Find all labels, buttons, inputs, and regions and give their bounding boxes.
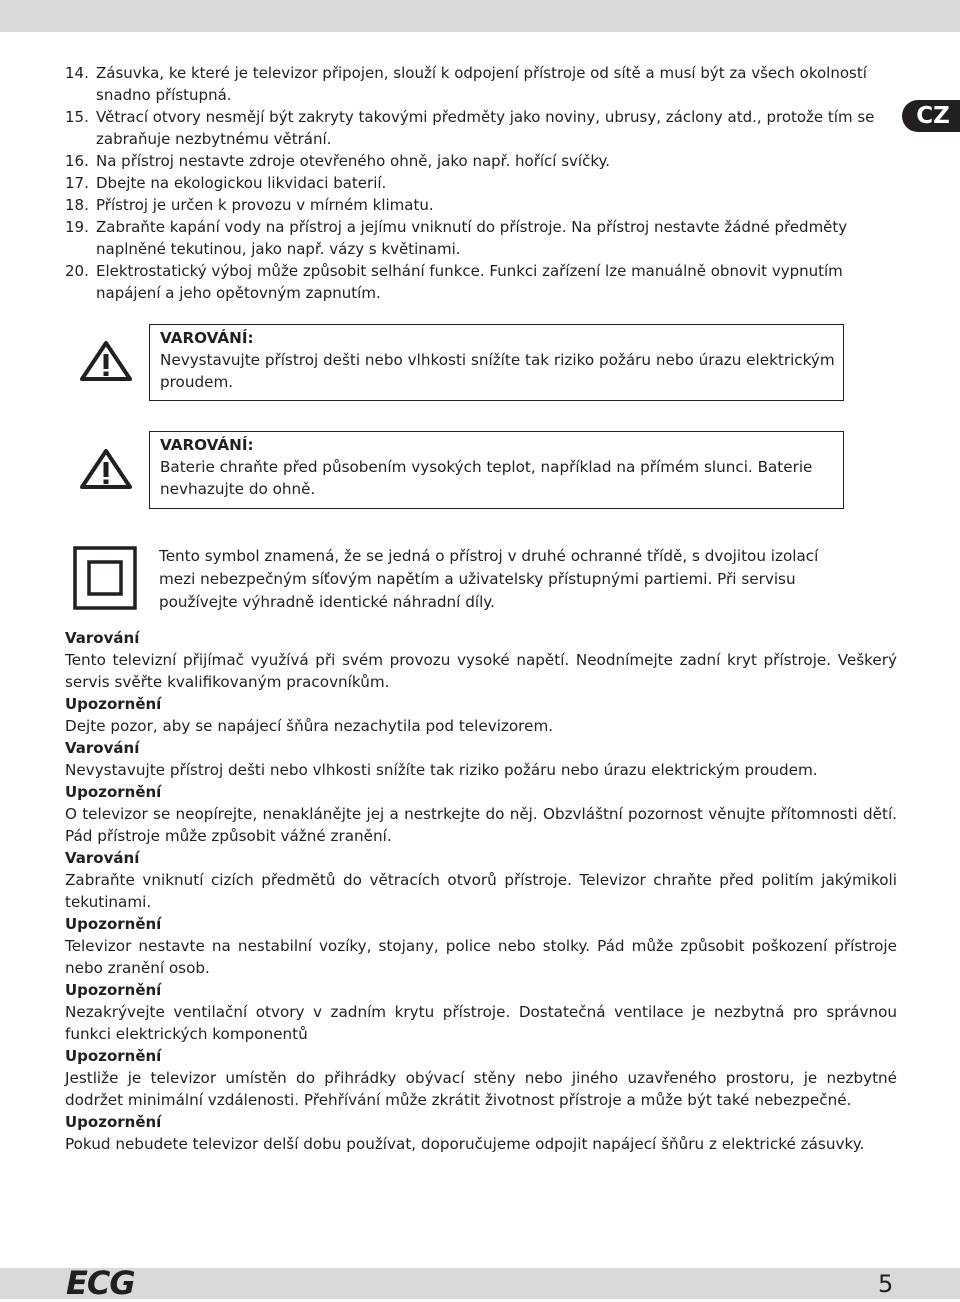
list-item: [65, 106, 895, 150]
warning-title: VAROVÁNÍ:: [160, 329, 254, 347]
note-text: Dejte pozor, aby se napájecí šňůra nezachytila pod televizorem.: [65, 717, 554, 735]
double-insulation-description: Tento symbol znamená, že se jedná o přístroj v druhé ochranné třídě, s dvojitou izolací mezi nebezpečným síťovým napětím a uživatelsky přístupnými partiemi. Při servisu používejte výhradně identické náhradní díly.: [159, 547, 819, 611]
item-number: 17.: [65, 174, 89, 192]
header-bar: [0, 0, 960, 32]
item-text: Elektrostatický výboj může způsobit selhání funkce. Funkci zařízení lze manuálně obnovit vypnutím napájení a jeho opětovným zapnutím.: [96, 262, 843, 302]
note-text: Zabraňte vniknutí cizích předmětů do větracích otvorů přístroje. Televizor chraňte před politím jakýmikoli tekutinami.: [65, 871, 897, 911]
safety-list: [65, 62, 895, 304]
warning-text: Baterie chraňte před působením vysokých teplot, například na přímém slunci. Baterie nevhazujte do ohně.: [160, 458, 813, 498]
list-item: [65, 194, 895, 216]
note-heading: Upozornění: [65, 695, 162, 713]
list-item: [65, 150, 895, 172]
note-heading: Upozornění: [65, 981, 162, 999]
item-text: Zabraňte kapání vody na přístroj a jejímu vniknutí do přístroje. Na přístroj nestavte žádné předměty naplněné tekutinou, jako např. vázy s květinami.: [96, 218, 848, 258]
footer-bar: [0, 1268, 960, 1299]
note-text: O televizor se neopírejte, nenaklánějte jej a nestrkejte do něj. Obzvláštní pozornost věnujte přítomnosti dětí. Pád přístroje může způsobit vážné zranění.: [65, 805, 897, 845]
item-number: 14.: [65, 64, 89, 82]
list-item: [65, 62, 895, 106]
item-number: 20.: [65, 262, 89, 280]
note-heading: Varování: [65, 849, 140, 867]
list-item: [65, 172, 895, 194]
double-insulation-icon: [73, 546, 137, 610]
item-number: 16.: [65, 152, 89, 170]
note-text: Tento televizní přijímač využívá při svém provozu vysoké napětí. Neodnímejte zadní kryt přístroje. Veškerý servis svěřte kvalifikovaným pracovníkům.: [65, 651, 897, 691]
note-text: Nezakrývejte ventilační otvory v zadním krytu přístroje. Dostatečná ventilace je nezbytná pro správnou funkci elektrických komponentů: [65, 1003, 897, 1043]
item-text: Dbejte na ekologickou likvidaci baterií.: [96, 174, 387, 192]
item-text: Větrací otvory nesmějí být zakryty takovými předměty jako noviny, ubrusy, záclony atd., protože tím se zabraňuje nezbytnému větrání.: [96, 108, 875, 148]
note-heading: Upozornění: [65, 1113, 162, 1131]
list-item: [65, 260, 895, 304]
note-heading: Upozornění: [65, 783, 162, 801]
note-heading: Upozornění: [65, 915, 162, 933]
note-heading: Upozornění: [65, 1047, 162, 1065]
warning-text: Nevystavujte přístroj dešti nebo vlhkosti snížíte tak riziko požáru nebo úrazu elektrickým proudem.: [160, 351, 835, 391]
brand-logo: ECG: [66, 1264, 135, 1302]
note-text: Jestliže je televizor umístěn do přihrádky obývací stěny nebo jiného uzavřeného prostoru, je nezbytné dodržet minimální vzdálenosti. Přehřívání může zkrátit životnost přístroje a může být také nebezpečné.: [65, 1069, 897, 1109]
language-badge: CZ: [902, 100, 960, 132]
warning-triangle-icon: [79, 340, 133, 382]
item-text: Přístroj je určen k provozu v mírném klimatu.: [96, 196, 434, 214]
warning-title: VAROVÁNÍ:: [160, 436, 254, 454]
item-number: 19.: [65, 218, 89, 236]
page-number: 5: [878, 1270, 894, 1298]
warning-box: [149, 324, 844, 401]
item-number: 18.: [65, 196, 89, 214]
item-text: Na přístroj nestavte zdroje otevřeného ohně, jako např. hořící svíčky.: [96, 152, 610, 170]
item-text: Zásuvka, ke které je televizor připojen, slouží k odpojení přístroje od sítě a musí být za všech okolností snadno přístupná.: [96, 64, 867, 104]
item-number: 15.: [65, 108, 89, 126]
note-heading: Varování: [65, 629, 140, 647]
note-text: Nevystavujte přístroj dešti nebo vlhkosti snížíte tak riziko požáru nebo úrazu elektrickým proudem.: [65, 761, 818, 779]
notes-section: [65, 627, 897, 1155]
warning-box: [149, 431, 844, 509]
list-item: [65, 216, 895, 260]
warning-triangle-icon: [79, 448, 133, 490]
note-text: Pokud nebudete televizor delší dobu používat, doporučujeme odpojit napájecí šňůru z elektrické zásuvky.: [65, 1135, 865, 1153]
note-heading: Varování: [65, 739, 140, 757]
note-text: Televizor nestavte na nestabilní vozíky, stojany, police nebo stolky. Pád může způsobit poškození přístroje nebo zranění osob.: [65, 937, 897, 977]
